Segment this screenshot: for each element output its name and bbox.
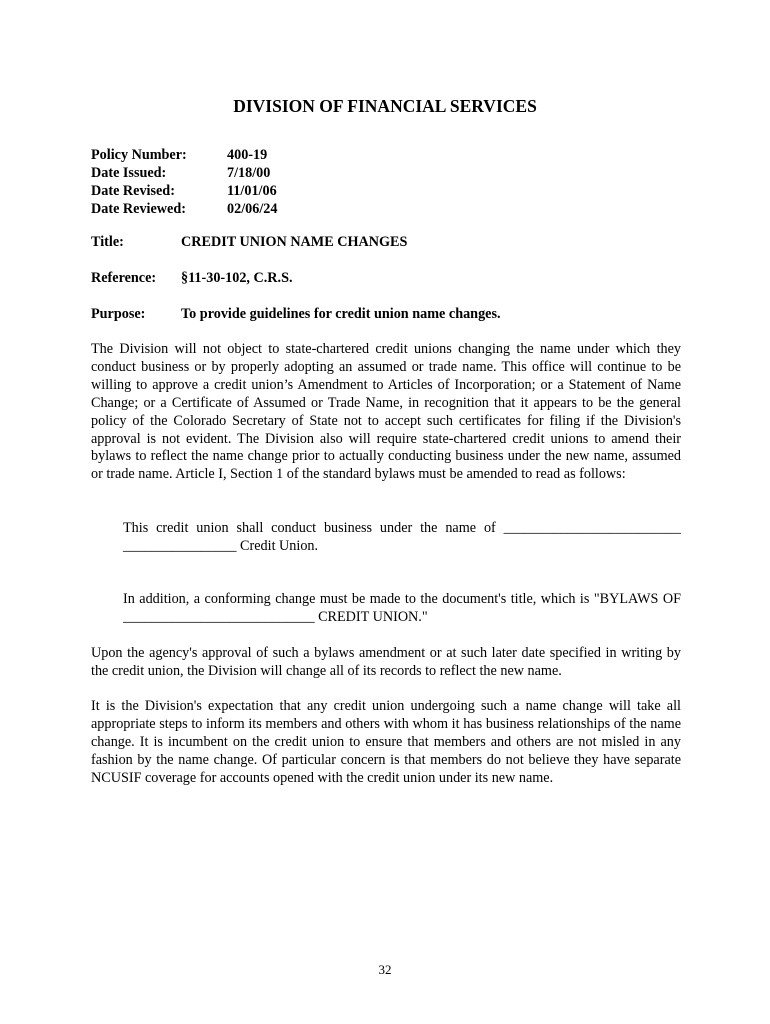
meta-label: Policy Number: <box>91 147 187 163</box>
meta-row-date-issued <box>91 164 277 182</box>
page-number: 32 <box>378 962 392 977</box>
meta-value: 7/18/00 <box>227 165 271 181</box>
reference-label: Reference: <box>91 270 157 286</box>
intro-paragraph: The Division will not object to state-chartered credit unions changing the name under which they conduct business or by properly adopting an assumed or trade name. This office will continue to be willing to approve a credit union’s Amendment to Articles of Incorporation; or a Statement of Name Change; or a Certificate of Assumed or Trade Name, in recognition that it appears to be the general policy of the Colorado Secretary of State not to accept such certificates for filing if the Division's approval is not evident. The Division also will require state-chartered credit unions to amend their bylaws to reflect the name change prior to actually conducting business under the new name, assumed or trade name. Article I, Section 1 of the standard bylaws must be amended to read as follows: <box>91 341 681 483</box>
bylaw-quote-paragraph: This credit union shall conduct business under the name of _________________________ ________________ Credit Union. <box>123 520 681 554</box>
meta-row-date-revised <box>91 182 277 200</box>
meta-value: 02/06/24 <box>227 201 278 217</box>
purpose-value: To provide guidelines for credit union name changes. <box>181 306 501 322</box>
meta-label: Date Reviewed: <box>91 201 186 217</box>
meta-label: Date Issued: <box>91 165 167 181</box>
expectation-paragraph: It is the Division's expectation that any credit union undergoing such a name change will take all appropriate steps to inform its members and others with whom it has business relationships of the name change. It is incumbent on the credit union to ensure that members and others are not misled in any fashion by the name change. Of particular concern is that members do not believe they have separate NCUSIF coverage for accounts opened with the credit union under its new name. <box>91 698 681 786</box>
meta-value: 11/01/06 <box>227 183 277 199</box>
reference-field <box>91 270 293 287</box>
reference-value: §11-30-102, C.R.S. <box>181 270 293 286</box>
meta-label: Date Revised: <box>91 183 175 199</box>
document-title: DIVISION OF FINANCIAL SERVICES <box>233 96 537 116</box>
meta-value: 400-19 <box>227 147 268 163</box>
title-value: CREDIT UNION NAME CHANGES <box>181 234 408 250</box>
purpose-label: Purpose: <box>91 306 146 322</box>
purpose-field <box>91 306 501 323</box>
meta-row-date-reviewed <box>91 200 277 218</box>
title-label: Title: <box>91 234 124 250</box>
title-field <box>91 234 407 251</box>
approval-paragraph: Upon the agency's approval of such a bylaws amendment or at such later date specified in writing by the credit union, the Division will change all of its records to reflect the new name. <box>91 645 681 679</box>
conforming-change-paragraph: In addition, a conforming change must be made to the document's title, which is "BYLAWS OF ___________________________ CREDIT UNION." <box>123 591 681 625</box>
meta-row-policy-number <box>91 146 277 164</box>
policy-metadata <box>91 146 277 218</box>
